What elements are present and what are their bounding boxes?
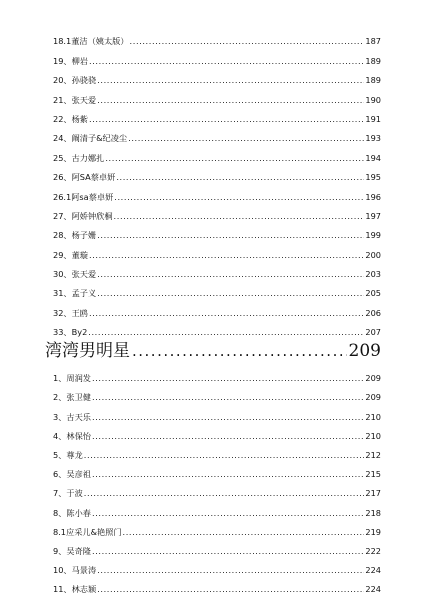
toc-entry-page: 189 [365, 75, 381, 86]
toc-entry-title: 26.1阿sa蔡卓妍 [53, 191, 114, 202]
toc-entry[interactable] [53, 143, 381, 162]
toc-leader-dots [92, 469, 364, 479]
toc-entry-title: 2、张卫健 [53, 392, 91, 403]
toc-entry-title: 5、尊龙 [53, 449, 83, 460]
toc-entry-page: 195 [365, 172, 381, 183]
toc-leader-dots [130, 36, 365, 46]
section-heading-taiwan-male-stars[interactable] [45, 336, 381, 362]
toc-entry[interactable] [53, 364, 381, 383]
toc-entry-title: 11、林志颖 [53, 584, 97, 594]
toc-entry[interactable] [53, 105, 381, 124]
toc-entry-title: 33、By2 [53, 327, 88, 338]
toc-entry[interactable] [53, 318, 381, 337]
toc-leader-dots [97, 288, 364, 298]
toc-entry[interactable] [53, 537, 381, 556]
toc-entry-page: 197 [365, 210, 381, 221]
toc-entry-page: 210 [365, 411, 381, 422]
toc-entry-title: 24、阚清子&纪凌尘 [53, 133, 128, 144]
toc-entry-title: 10、马景涛 [53, 565, 97, 576]
toc-entry-title: 3、古天乐 [53, 411, 91, 422]
toc-entry-page: 217 [365, 488, 381, 499]
toc-entry-page: 205 [365, 288, 381, 299]
toc-entry-page: 206 [365, 307, 381, 318]
toc-entry-page: 189 [365, 55, 381, 66]
toc-leader-dots [97, 565, 364, 575]
toc-entry-title: 29、董璇 [53, 249, 88, 260]
toc-leader-dots [128, 133, 364, 143]
toc-entry-page: 210 [365, 430, 381, 441]
toc-entry-title: 8、陈小春 [53, 507, 91, 518]
toc-entry-page: 194 [365, 152, 381, 163]
toc-entry[interactable] [53, 402, 381, 421]
toc-entry-title: 20、孙骁骁 [53, 75, 97, 86]
toc-entry-page: 218 [365, 507, 381, 518]
toc-entry[interactable] [53, 85, 381, 104]
toc-entry[interactable] [53, 66, 381, 85]
toc-entry-title: 8.1应采儿&艳照门 [53, 526, 122, 537]
section-heading-title: 湾湾男明星 [45, 341, 130, 361]
toc-leader-dots [97, 230, 364, 240]
toc-entry[interactable] [53, 460, 381, 479]
toc-list-male-stars [53, 364, 381, 594]
toc-entry-page: 219 [365, 526, 381, 537]
toc-leader-dots [97, 269, 364, 279]
toc-entry[interactable] [53, 479, 381, 498]
toc-entry-page: 190 [365, 94, 381, 105]
toc-leader-dots [89, 114, 364, 124]
toc-entry[interactable] [53, 260, 381, 279]
toc-entry-title: 30、张天爱 [53, 269, 97, 280]
toc-entry-page: 224 [365, 565, 381, 576]
toc-leader-dots [92, 373, 364, 383]
toc-entry-title: 9、吴奇隆 [53, 545, 91, 556]
toc-entry-title: 7、于波 [53, 488, 83, 499]
toc-leader-dots [114, 192, 364, 202]
toc-entry-title: 27、阿娇钟欣桐 [53, 210, 113, 221]
toc-entry-title: 1、周润发 [53, 373, 91, 384]
toc-entry[interactable] [53, 383, 381, 402]
toc-entry[interactable] [53, 279, 381, 298]
toc-entry-title: 6、吴彦祖 [53, 469, 91, 480]
toc-entry[interactable] [53, 575, 381, 594]
toc-entry[interactable] [53, 221, 381, 240]
toc-entry-page: 191 [365, 113, 381, 124]
toc-leader-dots [89, 56, 364, 66]
toc-entry-title: 22、杨紫 [53, 113, 88, 124]
toc-entry[interactable] [53, 240, 381, 259]
toc-entry-title: 21、张天爱 [53, 94, 97, 105]
toc-leader-dots [92, 392, 364, 402]
toc-entry-page: 207 [365, 327, 381, 338]
toc-entry[interactable] [53, 298, 381, 317]
toc-entry[interactable] [53, 27, 381, 46]
toc-entry-title: 26、阿SA蔡卓妍 [53, 172, 116, 183]
toc-entry[interactable] [53, 46, 381, 65]
toc-leader-dots [89, 308, 364, 318]
toc-entry-title: 19、柳岩 [53, 55, 88, 66]
toc-leader-dots [105, 153, 364, 163]
toc-leader-dots [97, 75, 364, 85]
toc-list-actresses [53, 27, 381, 337]
toc-entry-page: 200 [365, 249, 381, 260]
toc-leader-dots [114, 211, 365, 221]
toc-leader-dots [132, 340, 347, 362]
section-heading-page: 209 [348, 341, 381, 361]
toc-entry[interactable] [53, 518, 381, 537]
toc-entry-page: 209 [365, 373, 381, 384]
toc-entry-title: 31、孟子义 [53, 288, 97, 299]
toc-leader-dots [92, 431, 364, 441]
toc-entry-title: 28、杨子姗 [53, 230, 97, 241]
toc-entry-page: 215 [365, 469, 381, 480]
toc-entry-page: 196 [365, 191, 381, 202]
toc-leader-dots [89, 250, 364, 260]
toc-leader-dots [97, 584, 364, 594]
toc-entry-page: 209 [365, 392, 381, 403]
toc-leader-dots [92, 546, 364, 556]
toc-entry[interactable] [53, 124, 381, 143]
toc-entry[interactable] [53, 441, 381, 460]
toc-entry-title: 18.1董洁（姨太版） [53, 36, 129, 47]
toc-entry[interactable] [53, 422, 381, 441]
toc-leader-dots [84, 450, 365, 460]
toc-entry[interactable] [53, 202, 381, 221]
toc-entry-title: 25、古力娜扎 [53, 152, 105, 163]
toc-entry-title: 4、林保怡 [53, 430, 91, 441]
toc-leader-dots [92, 508, 364, 518]
toc-entry-page: 203 [365, 269, 381, 280]
toc-leader-dots [97, 95, 364, 105]
toc-entry[interactable] [53, 163, 381, 182]
toc-leader-dots [123, 527, 365, 537]
toc-entry[interactable] [53, 182, 381, 201]
toc-entry-page: 222 [365, 545, 381, 556]
toc-leader-dots [84, 488, 365, 498]
toc-entry-page: 187 [365, 36, 381, 47]
toc-entry-page: 193 [365, 133, 381, 144]
toc-entry-title: 32、王鸥 [53, 307, 88, 318]
toc-leader-dots [116, 172, 364, 182]
toc-entry-page: 212 [365, 449, 381, 460]
toc-entry-page: 224 [365, 584, 381, 594]
toc-entry[interactable] [53, 556, 381, 575]
toc-entry[interactable] [53, 498, 381, 517]
toc-entry-page: 199 [365, 230, 381, 241]
toc-leader-dots [92, 412, 364, 422]
